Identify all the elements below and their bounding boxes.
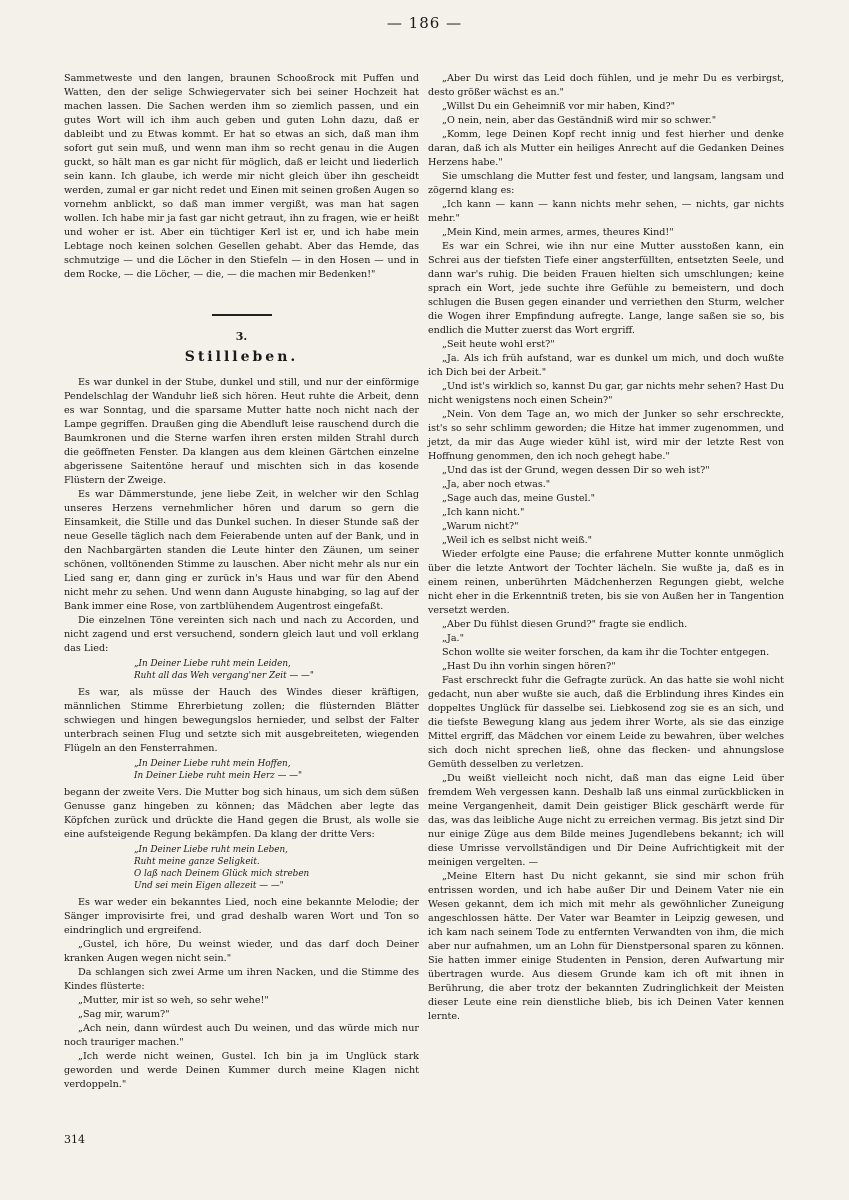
paragraph: „Hast Du ihn vorhin singen hören?"	[442, 661, 616, 672]
paragraph: „Ja. Als ich früh aufstand, war es dunkel um mich, und doch wußte ich Dich bei der Arbeit."	[428, 353, 784, 378]
paragraph: „Gustel, ich höre, Du weinst wieder, und das darf doch Deiner kranken Augen wegen nicht sein."	[64, 938, 419, 964]
paragraph: „Aber Du wirst das Leid doch fühlen, und je mehr Du es verbirgst, desto größer wächst es an."	[428, 73, 784, 98]
paragraph: „Meine Eltern hast Du nicht gekannt, sie sind mir schon früh entrissen worden, und ich habe außer Dir und Deinem Vater nie ein Wesen gekannt, dem ich mich mit mehr als gewöhnlicher Zuneigung angeschlossen hätte. Der Vater war Beamter in Leipzig gewesen, und ich kam nach seinem Tode zu entfernten Verwandten von ihm, die mich aber nur aufnahmen, um an Lohn für Dienstpersonal sparen zu können. Sie hatten immer einige Studenten in Pension, deren Aufwartung mir übertragen wurde. Aus diesem Grunde kam ich oft mit ihnen in Berührung, die aber trotz der bekannten Zudringlichkeit der Meisten dieser Leute eine rein dienstliche blieb, bis ich Deinen Vater kennen lernte.	[428, 871, 784, 1022]
left-column	[64, 72, 419, 1092]
verse-line: Ruht all das Weh vergang'ner Zeit — —"	[134, 670, 314, 681]
paragraph: „Ja."	[442, 633, 464, 644]
paragraph: „Ich kann — kann — kann nichts mehr sehen, — nichts, gar nichts mehr."	[428, 199, 784, 224]
paragraph: begann der zweite Vers. Die Mutter bog sich hinaus, um sich dem süßen Genusse ganz hingeben zu können; das Mädchen aber legte das Köpfchen zurück und drückte die Hand gegen die Brust, als wolle sie eine aufsteigende Regung bekämpfen. Da klang der dritte Vers:	[64, 786, 419, 840]
paragraph: „Aber Du fühlst diesen Grund?" fragte sie endlich.	[442, 619, 688, 630]
verse-line: O laß nach Deinem Glück mich streben	[134, 868, 310, 879]
paragraph: „Ja, aber noch etwas."	[442, 479, 551, 490]
verse-3	[64, 844, 419, 892]
paragraph: „Sage auch das, meine Gustel."	[442, 493, 596, 504]
paragraph: „Sag mir, warum?"	[78, 1008, 170, 1020]
paragraph: Wieder erfolgte eine Pause; die erfahrene Mutter konnte unmöglich über die letzte Antwort der Tochter lächeln. Sie wußte ja, daß es in einem reinen, unberührten Mädchenherzen Regungen giebt, welche nicht eher in die Erkenntniß treten, bis sie von Außen her in Tangention versetzt werden.	[428, 549, 784, 616]
paragraph: Da schlangen sich zwei Arme um ihren Nacken, und die Stimme des Kindes flüsterte:	[64, 966, 419, 992]
verse-line: „In Deiner Liebe ruht mein Hoffen,	[134, 758, 291, 769]
paragraph: Es war ein Schrei, wie ihn nur eine Mutter ausstoßen kann, ein Schrei aus der tiefsten Tiefe einer angsterfüllten, entsetzten Seele, und dann war's ruhig. Die beiden Frauen hielten sich umschlungen; keine sprach ein Wort, jede suchte ihre Gefühle zu bemeistern, und doch schlugen die Busen gegen einander und verriethen den Sturm, welcher die Wogen ihrer Empfindung aufregte. Lange, lange saßen sie so, bis endlich die Mutter zuerst das Wort ergriff.	[428, 241, 784, 336]
section-divider	[212, 314, 272, 316]
paragraph: „Ach nein, dann würdest auch Du weinen, und das würde mich nur noch trauriger machen."	[64, 1022, 419, 1048]
paragraph: Sammetweste und den langen, braunen Schooßrock mit Puffen und Watten, den der selige Schwiegervater sich bei seiner Hochzeit hat machen lassen. Die Sachen werden ihm so ziemlich passen, und ein gutes Wort will ich ihm auch geben und guten Lohn dazu, daß er dableibt und zu Etwas kommt. Er hat so etwas an sich, daß man ihm sofort gut sein muß, und wenn man ihm so recht genau in die Augen guckt, so hält man es gar nicht für möglich, daß er leicht und liederlich sein kann. Ich glaube, ich werde mir nicht gleich über ihn gescheidt werden, zumal er gar nicht redet und Einen mit seinen großen Augen so vornehm anblickt, so daß man immer vergißt, was man hat sagen wollen. Ich habe mir ja fast gar nicht getraut, ihn zu fragen, wie er heißt und woher er ist. Aber ein tüchtiger Kerl ist er, und ich habe mein Lebtage noch keinen solchen Gesellen gehabt. Aber das Hemde, das schmutzige — und die Löcher in den Stiefeln — in den Hosen — und in dem Rocke, — die Löcher, — die, — die machen mir Bedenken!"	[64, 73, 419, 280]
right-column	[428, 72, 784, 1024]
paragraph: „Und das ist der Grund, wegen dessen Dir so weh ist?"	[442, 465, 710, 476]
left-intro	[64, 72, 419, 282]
chapter-title: Stillleben.	[184, 348, 299, 365]
paragraph: Fast erschreckt fuhr die Gefragte zurück. An das hatte sie wohl nicht gedacht, nun aber wußte sie auch, daß die Erblindung ihres Kindes ein doppeltes Unglück für dasselbe sei. Liebkosend zog sie es an sich, und die tiefste Bewegung klang aus jedem ihrer Worte, als sie das einzige Mittel ergriff, das Mädchen vor einem Leide zu bewahren, über welches sich doch nicht sprechen ließ, ohne das flecken- und ahnungslose Gemüth desselben zu verletzen.	[428, 675, 784, 770]
paragraph: Es war weder ein bekanntes Lied, noch eine bekannte Melodie; der Sänger improvisirte frei, und grad deshalb waren Wort und Ton so eindringlich und ergreifend.	[64, 896, 419, 936]
paragraph: Es war Dämmerstunde, jene liebe Zeit, in welcher wir den Schlag unseres Herzens vernehmlicher hören und darum so gern die Einsamkeit, die Stille und das Dunkel suchen. In dieser Stunde saß der neue Geselle täglich nach dem Feierabende unten auf der Bank, und in den Nachbargärten standen die Leute hinter den Zäunen, um seiner schönen, volltönenden Stimme zu lauschen. Aber nicht mehr als nur ein Lied sang er, dann ging er zurück in's Haus und war für den Abend nicht mehr zu sehen. Und wenn dann Auguste hinabging, so lag auf der Bank immer eine Rose, von zartblühendem Augentrost eingefaßt.	[64, 488, 419, 612]
verse-line: „In Deiner Liebe ruht mein Leiden,	[134, 658, 291, 669]
paragraph: „Ich werde nicht weinen, Gustel. Ich bin ja im Unglück stark geworden und werde Deinen Kummer durch meine Klagen nicht verdoppeln."	[64, 1050, 419, 1090]
paragraph: „Mutter, mir ist so weh, so sehr wehe!"	[78, 994, 269, 1006]
page-number-bottom: 314	[64, 1133, 85, 1146]
paragraph: „Ich kann nicht."	[442, 507, 525, 518]
paragraph: „O nein, nein, aber das Geständniß wird mir so schwer."	[442, 115, 717, 126]
verse-2	[64, 758, 419, 782]
page-number-top: — 186 —	[386, 14, 463, 32]
paragraph: „Mein Kind, mein armes, armes, theures Kind!"	[442, 227, 674, 238]
paragraph: Sie umschlang die Mutter fest und fester, und langsam, langsam und zögernd klang es:	[428, 171, 784, 196]
paragraph: Die einzelnen Töne vereinten sich nach und nach zu Accorden, und nicht zagend und erst versuchend, sondern gleich laut und voll erklang das Lied:	[64, 614, 419, 654]
verse-line: „In Deiner Liebe ruht mein Leben,	[134, 844, 288, 855]
paragraph: „Seit heute wohl erst?"	[442, 339, 555, 350]
paragraph: „Willst Du ein Geheimniß vor mir haben, Kind?"	[442, 101, 676, 112]
paragraph: „Nein. Von dem Tage an, wo mich der Junker so sehr erschreckte, ist's so sehr schlimm geworden; die Hitze hat immer zugenommen, und jetzt, da mir das Auge wieder kühl ist, wird mir der letzte Rest von Hoffnung genommen, den ich noch gehegt habe."	[428, 409, 784, 462]
paragraph: „Warum nicht?"	[442, 521, 519, 532]
paragraph: Es war dunkel in der Stube, dunkel und still, und nur der einförmige Pendelschlag der Wanduhr ließ sich hören. Heut ruhte die Arbeit, denn es war Sonntag, und die sparsame Mutter hatte noch nicht nach der Lampe gegriffen. Draußen ging die Abendluft leise rauschend durch die Baumkronen und die Sterne warfen ihren ersten milden Strahl durch die geöffneten Fenster. Da klangen aus dem kleinen Gärtchen einzelne abgerissene Saitentöne herauf und mischten sich in das kosende Flüstern der Zweige.	[64, 376, 419, 486]
paragraph: „Und ist's wirklich so, kannst Du gar, gar nichts mehr sehen? Hast Du nicht wenigstens noch einen Schein?"	[428, 381, 784, 406]
chapter-number: 3.	[235, 329, 248, 343]
verse-1	[64, 658, 419, 682]
paragraph: „Du weißt vielleicht noch nicht, daß man das eigne Leid über fremdem Weh vergessen kann. Deshalb laß uns einmal zurückblicken in meine Vergangenheit, damit Dein geistiger Blick geschärft werde für das, was das leibliche Auge nicht zu erreichen vermag. Bis jetzt sind Dir nur einige Züge aus dem Bilde meines Jugendlebens bekannt; ich will diese Umrisse vervollständigen und Dir Deine Aufrichtigkeit mit der meinigen vergelten. —	[428, 773, 784, 868]
paragraph: „Komm, lege Deinen Kopf recht innig und fest hierher und denke daran, daß ich als Mutter ein heiliges Anrecht auf die Gedanken Deines Herzens habe."	[428, 129, 784, 168]
paragraph: „Weil ich es selbst nicht weiß."	[442, 535, 593, 546]
verse-line: Ruht meine ganze Seligkeit.	[134, 856, 260, 867]
paragraph: Schon wollte sie weiter forschen, da kam ihr die Tochter entgegen.	[442, 647, 770, 658]
paragraph: Es war, als müsse der Hauch des Windes dieser kräftigen, männlichen Stimme Ehrerbietung zollen; die flüsternden Blätter schwiegen und hingen bewegungslos hernieder, und selbst der Falter unterbrach seinen Flug und setzte sich mit ausgebreiteten, wiegenden Flügeln an den Fensterrahmen.	[64, 686, 419, 754]
verse-line: Und sei mein Eigen allezeit — —"	[134, 880, 284, 891]
verse-line: In Deiner Liebe ruht mein Herz — —"	[134, 770, 303, 781]
